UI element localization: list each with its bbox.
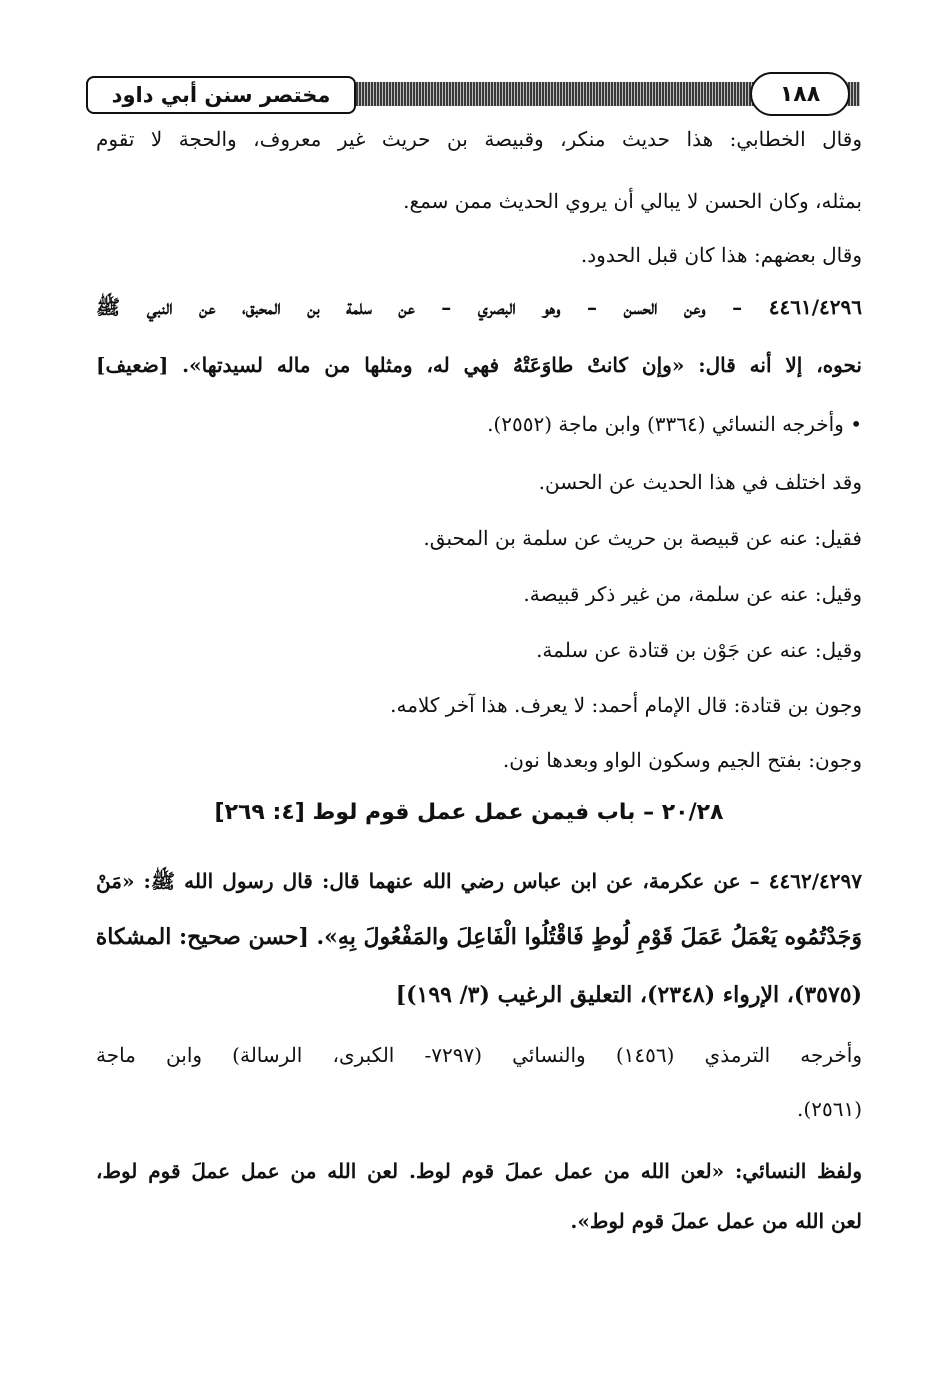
grading-line: (٣٥٧٥)، الإرواء (٢٣٤٨)، التعليق الرغيب (٣/ ١٩٩)] [395, 982, 862, 1008]
text-line: (٢٥٦١). [797, 1097, 862, 1121]
hadith-number-line: ٤٤٦٢/٤٢٩٧ – عن عكرمة، عن ابن عباس رضي الله عنهما قال: قال رسول الله ﷺ: «مَنْ [96, 869, 862, 893]
text-line: بمثله، وكان الحسن لا يبالي أن يروي الحديث ممن سمع. [403, 189, 862, 213]
hadith-text-line: وَجَدْتُمُوه يَعْمَلُ عَمَلَ قَوْمِ لُوطٍ فَاقْتُلُوا الْفَاعِلَ والمَفْعُولَ بِهِ». [حسن صحيح: المشكاة [95, 924, 862, 950]
hadith-text-line: نحوه، إلا أنه قال: «وإن كانتْ طاوَعَتْهُ فهي له، ومثلها من ماله لسيدتها». [ضعيف] [96, 353, 862, 377]
text-line: وقال بعضهم: هذا كان قبل الحدود. [580, 243, 862, 267]
text-line: وقيل: عنه عن سلمة، من غير ذكر قبيصة. [523, 582, 862, 606]
chapter-heading: ٢٠/٢٨ – باب فيمن عمل عمل قوم لوط [٤: ٢٦٩] [214, 800, 724, 825]
text-line: فقيل: عنه عن قبيصة بن حريث عن سلمة بن المحبق. [423, 526, 862, 550]
page-number: ١٨٨ [750, 72, 850, 116]
page-header [86, 72, 860, 116]
text-line: وجون: بفتح الجيم وسكون الواو وبعدها نون. [502, 748, 862, 772]
book-title: مختصر سنن أبي داود [86, 76, 356, 114]
text-line: • وأخرجه النسائي (٣٣٦٤) وابن ماجة (٢٥٥٢). [487, 412, 862, 436]
text-line: وجون بن قتادة: قال الإمام أحمد: لا يعرف. هذا آخر كلامه. [390, 693, 862, 717]
text-line: وقد اختلف في هذا الحديث عن الحسن. [538, 470, 862, 494]
text-line: لعن الله من عمل عملَ قوم لوط». [570, 1209, 862, 1233]
text-line: وقال الخطابي: هذا حديث منكر، وقبيصة بن حريث غير معروف، والحجة لا تقوم [96, 127, 862, 151]
text-line: ولفظ النسائي: «لعن الله من عمل عملَ قوم لوط. لعن الله من عمل عملَ قوم لوط، [96, 1159, 862, 1183]
text-line: وأخرجه الترمذي (١٤٥٦) والنسائي (٧٢٩٧- الكبرى، الرسالة) وابن ماجة [96, 1043, 862, 1067]
hadith-number-line: ٤٤٦١/٤٢٩٦ – وعن الحسن – وهو البصري – عن سلمة بن المحبق، عن النبي ﷺ [96, 295, 862, 319]
text-line: وقيل: عنه عن جَوْن بن قتادة عن سلمة. [536, 638, 862, 662]
